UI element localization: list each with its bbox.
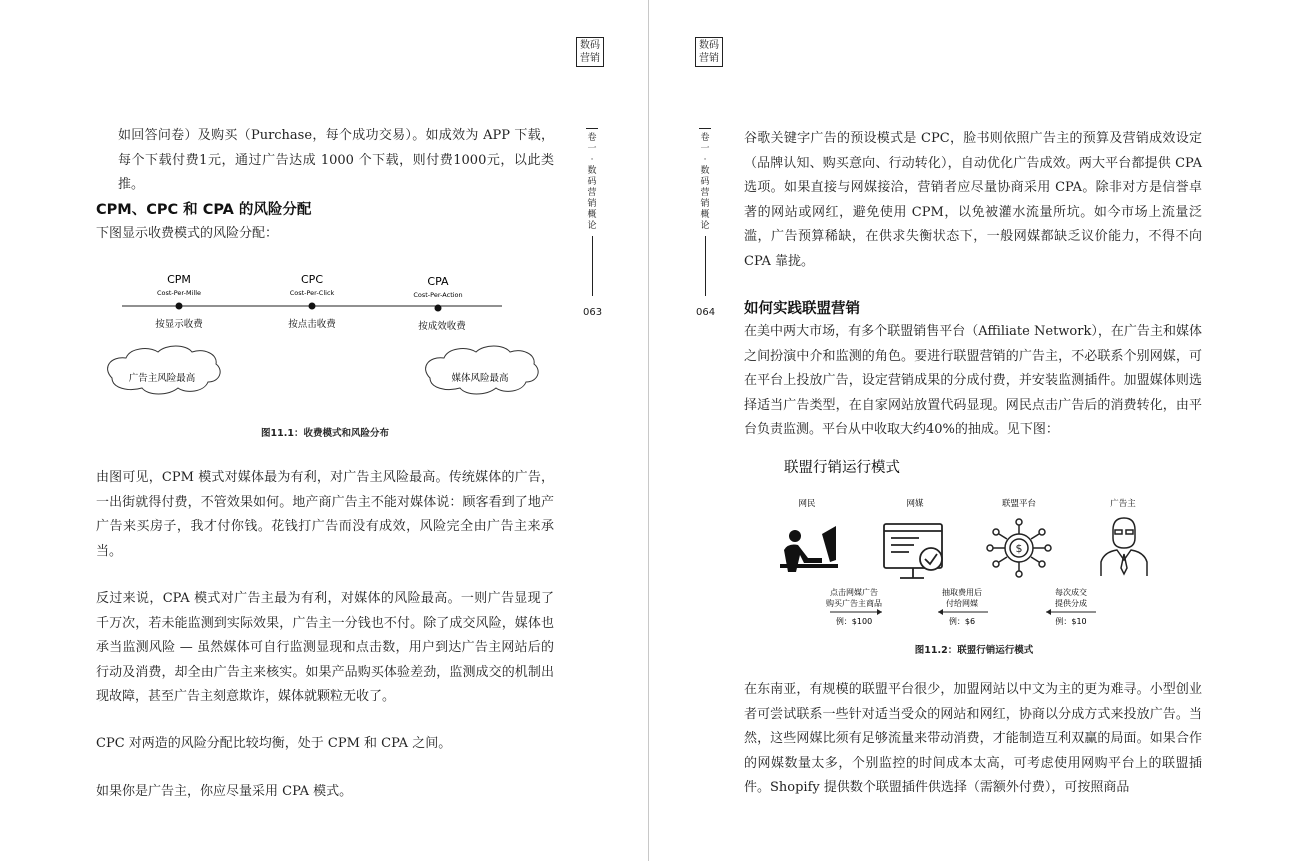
affiliate-network-icon — [987, 519, 1051, 577]
flow-text: 点击网媒广告 — [830, 588, 878, 597]
flow-3 — [1046, 587, 1096, 626]
flow-text: 提供分成 — [1055, 599, 1087, 608]
risk-diagram — [100, 268, 550, 448]
cloud-right — [426, 346, 539, 394]
paragraph-continued: 如回答问卷）及购买（Purchase，每个成功交易）。如成效为 APP 下载，每个下载付费1元，通过广告达成 1000 个下载，则付费1000元，以此类推。 — [118, 128, 554, 192]
tab-line — [592, 236, 593, 296]
tab-char: 码 — [700, 177, 710, 187]
point-dot — [309, 303, 316, 310]
page-number: 064 — [696, 307, 716, 318]
point-fullname: Cost-Per-Mille — [156, 289, 202, 297]
figure-intro: 下图显示收费模式的风险分配： — [96, 226, 279, 241]
point-code: CPA — [427, 275, 449, 288]
tab-char: 卷 — [587, 133, 597, 143]
point-dot — [435, 305, 442, 312]
tab-char: 营 — [587, 188, 597, 198]
user-at-computer-icon — [780, 526, 838, 572]
tab-char: 码 — [587, 177, 597, 187]
flow-text: 购买广告主商品 — [826, 599, 882, 608]
point-label: 按点击收费 — [288, 319, 336, 330]
logo-mark — [695, 37, 723, 67]
section-heading: CPM、CPC 和 CPA 的风险分配 — [96, 202, 312, 218]
point-cpc — [288, 273, 336, 330]
logo-line-2: 营销 — [580, 53, 600, 64]
tab-char: · — [590, 155, 594, 165]
website-monitor-icon — [884, 524, 942, 578]
tab-char: 销 — [700, 199, 710, 209]
figure-caption: 图11.1：收费模式和风险分布 — [261, 428, 389, 439]
paragraph: CPC 对两造的风险分配比较均衡，处于 CPM 和 CPA 之间。 — [96, 736, 452, 751]
point-code: CPC — [301, 273, 323, 286]
figure-title: 联盟行销运行模式 — [784, 460, 900, 476]
tab-char: 营 — [700, 188, 710, 198]
flow-2 — [938, 587, 988, 626]
tab-char: 论 — [700, 221, 710, 231]
logo-line-1: 数码 — [580, 40, 600, 51]
point-fullname: Cost-Per-Action — [413, 291, 463, 299]
actor-label: 广告主 — [1110, 499, 1136, 509]
section-heading: 如何实践联盟营销 — [744, 301, 860, 317]
chapter-side-tab — [698, 128, 712, 296]
logo-mark — [576, 37, 604, 67]
point-label: 按成效收费 — [418, 321, 466, 332]
chapter-side-tab — [585, 128, 599, 296]
paragraph: 在东南亚，有规模的联盟平台很少，加盟网站以中文为主的更为难寻。小型创业者可尝试联系一些针对适当受众的网站和网红，协商以分成方式来投放广告。当然，这些网媒比须有足够流量来带动消费，才能制造互利双赢的局面。如果合作的网媒数量太多，个别监控的时间成本太高，可考虑使用网购平台上的联盟插件。Shopify 提供数个联盟插件供选择（需额外付费），可按照商品 — [744, 682, 1202, 795]
right-page — [649, 0, 1294, 861]
cloud-shape — [426, 346, 539, 394]
point-dot — [176, 303, 183, 310]
tab-char: 卷 — [700, 133, 710, 143]
flow-example: 例：$6 — [948, 617, 976, 626]
flow-example: 例：$10 — [1055, 617, 1087, 626]
tab-char: 概 — [700, 210, 710, 220]
point-cpm — [155, 273, 203, 330]
affiliate-flow-figure — [774, 450, 1194, 640]
tab-char: 销 — [587, 199, 597, 209]
point-code: CPM — [167, 273, 191, 286]
advertiser-businessman-icon — [1101, 518, 1147, 576]
tab-char: 概 — [587, 210, 597, 220]
paragraph: 如果你是广告主，你应尽量采用 CPA 模式。 — [96, 784, 353, 799]
tab-char: 论 — [587, 221, 597, 231]
point-fullname: Cost-Per-Click — [289, 289, 335, 297]
flow-text: 抽取费用后 — [942, 588, 982, 597]
point-cpa — [413, 275, 466, 332]
paragraph: 由图可见，CPM 模式对媒体最为有利，对广告主风险最高。传统媒体的广告，一出街就得付费，不管效果如何。地产商广告主不能对媒体说：顾客看到了地产广告来买房子，我才付你钱。花钱打广告而没有成效，风险完全由广告主来承当。 — [96, 470, 554, 559]
logo-line-1: 数码 — [699, 40, 719, 51]
tab-char: · — [703, 155, 707, 165]
tab-rule — [699, 128, 711, 129]
flow-example: 例：$100 — [835, 617, 873, 626]
tab-line — [705, 236, 706, 296]
flow-text: 付给网媒 — [946, 599, 978, 608]
affiliate-diagram — [774, 450, 1194, 640]
paragraph: 谷歌关键字广告的预设模式是 CPC，脸书则依照广告主的预算及营销成效设定（品牌认知、购买意向、行动转化），自动优化广告成效。两大平台都提供 CPA 选项。如果直接与网媒接洽，营销者应尽量协商采用 CPA。除非对方是信誉卓著的网站或网红，避免使用 CPM，以免被灌水流量所坑。如今市场上流量泛滥，广告预算稀缺，在供求失衡状态下，一般网媒都缺乏议价能力，不得不向 CPA 靠拢。 — [744, 131, 1202, 269]
tab-rule — [586, 128, 598, 129]
tab-char: 一 — [587, 144, 597, 154]
flow-1 — [826, 587, 882, 626]
page-number: 063 — [583, 307, 603, 318]
actor-label: 网媒 — [906, 499, 924, 509]
flow-text: 每次成交 — [1055, 588, 1087, 597]
logo-line-2: 营销 — [699, 53, 719, 64]
paragraph: 在美中两大市场，有多个联盟销售平台（Affiliate Network），在广告主和媒体之间扮演中介和监测的角色。要进行联盟营销的广告主，不必联系个别网媒，可在平台上投放广告，设定营销成果的分成付费，并安装监测插件。加盟媒体则选择适当广告类型，在自家网站放置代码显现。网民点击广告后的消费转化，由平台负责监测。平台从中收取大约40%的抽成。见下图： — [744, 324, 1202, 437]
figure-caption: 图11.2：联盟行销运行模式 — [914, 645, 1034, 656]
svg-text:$: $ — [1015, 542, 1023, 555]
point-label: 按显示收费 — [155, 319, 203, 330]
tab-char: 数 — [587, 166, 597, 176]
actor-label: 联盟平台 — [1001, 499, 1037, 509]
paragraph: 反过来说，CPA 模式对广告主最为有利，对媒体的风险最高。一则广告显现了千万次，若未能监测到实际效果，广告主一分钱也不付。除了成交风险，媒体也承当监测风险 — 虽然媒体可自行监测显现和点击数，用户到达广告主网站后的行动及消费，却全由广告主来核实。如果产品购买体验差劲，监测成交的机制出现故障，甚至广告主刻意欺诈，媒体就颗粒无收了。 — [96, 591, 554, 704]
cloud-label: 广告主风险最高 — [128, 373, 196, 384]
actor-label: 网民 — [798, 499, 816, 509]
cloud-shape — [108, 346, 221, 394]
cloud-label: 媒体风险最高 — [451, 373, 509, 384]
tab-char: 一 — [700, 144, 710, 154]
tab-char: 数 — [700, 166, 710, 176]
cloud-left — [108, 346, 221, 394]
risk-distribution-figure — [100, 268, 550, 448]
